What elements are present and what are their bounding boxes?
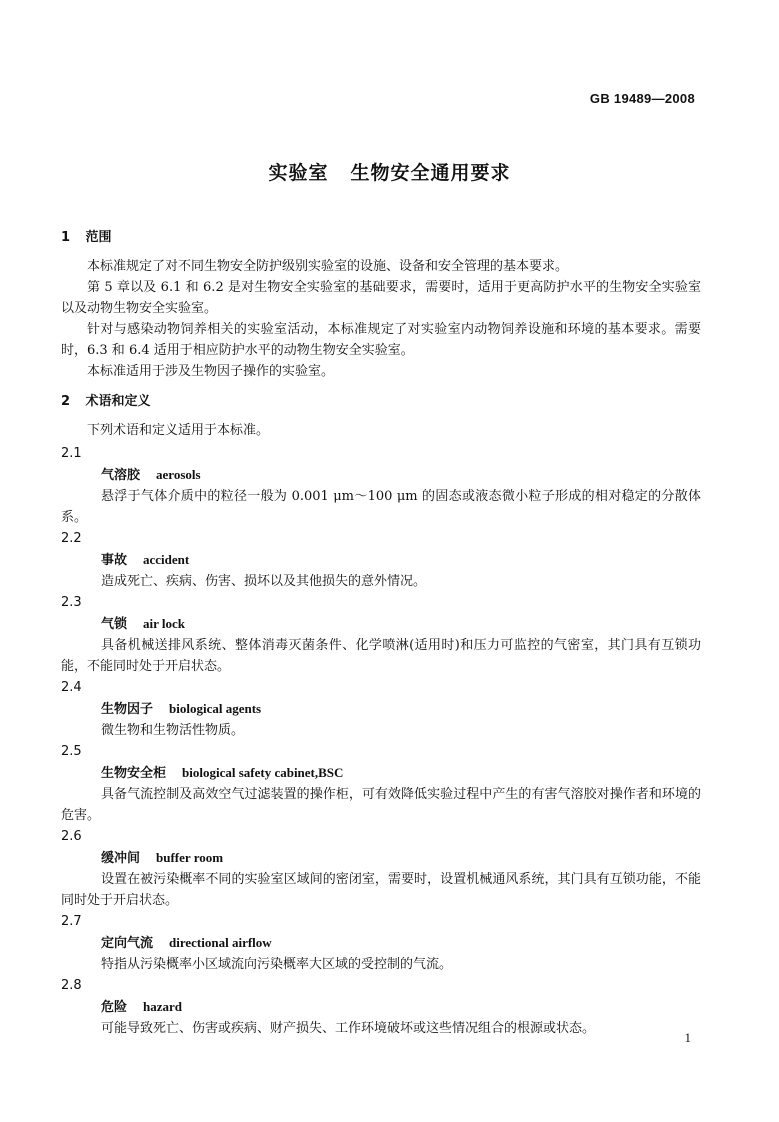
term-number: 2.2 [61, 531, 82, 546]
term-en: directional airflow [169, 935, 272, 950]
term-number: 2.3 [61, 595, 82, 610]
term-en: accident [143, 552, 190, 567]
term-entry [61, 911, 701, 975]
scope-paragraph: 本标准规定了对不同生物安全防护级别实验室的设施、设备和安全管理的基本要求。 [87, 259, 569, 274]
term-zh: 生物安全柜 [101, 766, 167, 781]
term-number: 2.4 [61, 680, 82, 695]
section-number: 2 [61, 394, 71, 409]
term-en: buffer room [156, 850, 224, 865]
term-entry [61, 826, 701, 911]
term-list [61, 443, 701, 1039]
term-zh: 气溶胶 [101, 468, 141, 483]
term-heading [101, 698, 701, 720]
document-body [61, 228, 701, 1039]
term-number: 2.8 [61, 978, 82, 993]
term-zh: 危险 [101, 1000, 128, 1015]
section-title: 术语和定义 [85, 394, 151, 409]
document-title [0, 158, 779, 185]
term-heading [101, 932, 701, 954]
term-number: 2.6 [61, 829, 82, 844]
term-zh: 生物因子 [101, 702, 154, 717]
term-en: biological safety cabinet,BSC [182, 765, 344, 780]
scope-paragraph: 本标准适用于涉及生物因子操作的实验室。 [87, 364, 335, 379]
term-number: 2.7 [61, 914, 82, 929]
term-entry [61, 975, 701, 1039]
term-en: biological agents [169, 701, 262, 716]
term-entry [61, 677, 701, 741]
term-heading [101, 613, 701, 635]
scope-paragraph: 针对与感染动物饲养相关的实验室活动，本标准规定了对实验室内动物饲养设施和环境的基本要求。需要时，6.3 和 6.4 适用于相应防护水平的动物生物安全实验室。 [61, 322, 701, 358]
section-heading-terms [61, 392, 701, 412]
section-title: 范围 [85, 230, 112, 245]
term-definition: 具备气流控制及高效空气过滤装置的操作柜，可有效降低实验过程中产生的有害气溶胶对操作者和环境的危害。 [61, 787, 701, 823]
term-entry [61, 741, 701, 826]
title-part-1: 实验室 [268, 162, 329, 184]
section-heading-scope [61, 228, 701, 248]
scope-paragraph: 第 5 章以及 6.1 和 6.2 是对生物安全实验室的基础要求，需要时，适用于更高防护水平的生物安全实验室以及动物生物安全实验室。 [61, 280, 701, 316]
term-definition: 造成死亡、疾病、伤害、损坏以及其他损失的意外情况。 [101, 574, 427, 589]
term-heading [101, 762, 701, 784]
term-number: 2.1 [61, 446, 82, 461]
page-number: 1 [684, 1030, 691, 1045]
term-zh: 缓冲间 [101, 851, 141, 866]
title-part-2: 生物安全通用要求 [350, 162, 511, 184]
term-heading [101, 996, 701, 1018]
term-definition: 微生物和生物活性物质。 [101, 723, 245, 738]
term-definition: 可能导致死亡、伤害或疾病、财产损失、工作环境破坏或这些情况组合的根源或状态。 [101, 1021, 596, 1036]
terms-intro: 下列术语和定义适用于本标准。 [87, 423, 270, 438]
standard-code: GB 19489—2008 [589, 91, 695, 106]
term-heading [101, 847, 701, 869]
term-zh: 气锁 [101, 617, 128, 632]
term-entry [61, 592, 701, 677]
term-en: hazard [143, 999, 183, 1014]
term-zh: 定向气流 [101, 936, 154, 951]
term-zh: 事故 [101, 553, 128, 568]
term-en: aerosols [156, 467, 201, 482]
term-definition: 悬浮于气体介质中的粒径一般为 0.001 μm～100 μm 的固态或液态微小粒子形成的相对稳定的分散体系。 [61, 489, 701, 525]
term-definition: 具备机械送排风系统、整体消毒灭菌条件、化学喷淋(适用时)和压力可监控的气密室，其门具有互锁功能，不能同时处于开启状态。 [61, 638, 701, 674]
term-heading [101, 464, 701, 486]
term-heading [101, 549, 701, 571]
term-definition: 设置在被污染概率不同的实验室区域间的密闭室，需要时，设置机械通风系统，其门具有互锁功能，不能同时处于开启状态。 [61, 872, 701, 908]
section-number: 1 [61, 230, 71, 245]
term-number: 2.5 [61, 744, 82, 759]
term-entry [61, 528, 701, 592]
term-definition: 特指从污染概率小区域流向污染概率大区域的受控制的气流。 [101, 957, 453, 972]
term-en: air lock [143, 616, 186, 631]
term-entry [61, 443, 701, 528]
